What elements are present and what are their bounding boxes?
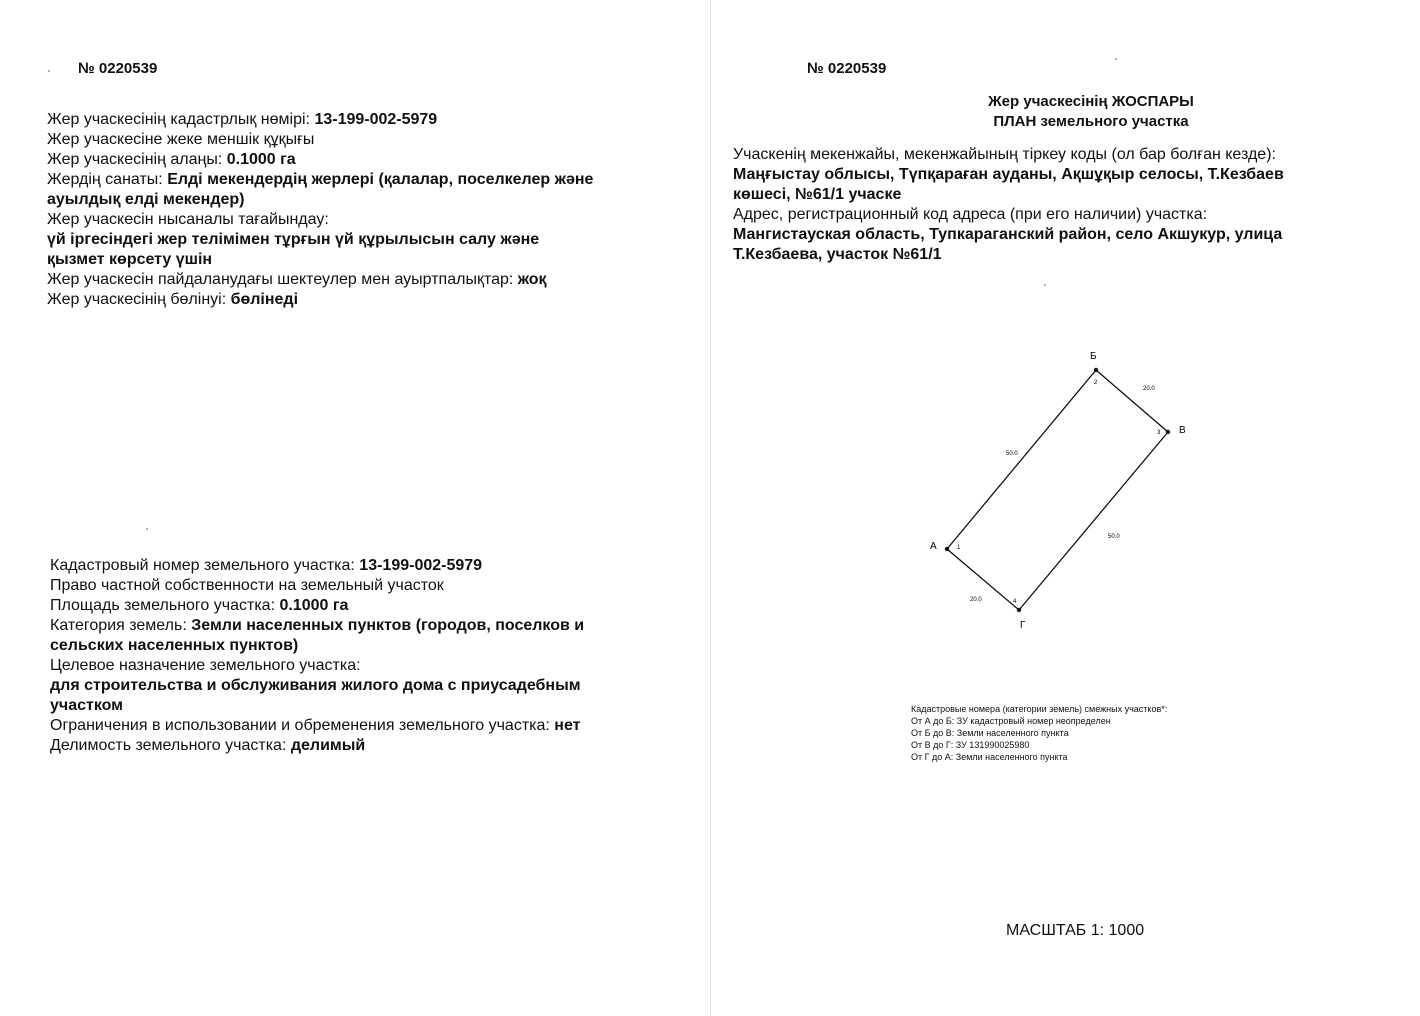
kz-area-value: 0.1000 га	[226, 151, 296, 168]
ru-purpose-value: для строительства и обслуживания жилого дома с приусадебным	[50, 677, 581, 694]
vertex-marker-g	[1017, 608, 1021, 612]
kz-category-value-2: ауылдық елді мекендер)	[47, 191, 245, 208]
ru-restrictions-value: нет	[554, 717, 581, 734]
plan-title-ru: ПЛАН земельного участка	[993, 113, 1189, 130]
kz-purpose-label: Жер учаскесін нысаналы тағайындау:	[47, 211, 329, 228]
ru-restrictions-label: Ограничения в использовании и обременения земельного участка:	[50, 717, 555, 734]
kz-area-label: Жер учаскесінің алаңы:	[47, 151, 227, 168]
scale-label: МАСШТАБ 1: 1000	[1006, 922, 1145, 939]
kz-purpose-value: үй іргесіндегі жер телімімен тұрғын үй құрылысын салу және	[47, 231, 540, 248]
doc-number-left: № 0220539	[78, 60, 158, 77]
kz-cadastral-value: 13-199-002-5979	[314, 111, 438, 128]
ru-divisibility-label: Делимость земельного участка:	[50, 737, 291, 754]
side-length-vg: 50.0	[1108, 534, 1120, 540]
vertex-marker-v	[1166, 430, 1170, 434]
ru-area-label: Площадь земельного участка:	[50, 597, 280, 614]
plan-title-kz: Жер учаскесінің ЖОСПАРЫ	[988, 93, 1194, 110]
kz-ownership-line: Жер учаскесіне жеке меншік құқығы	[47, 131, 315, 148]
ru-category-label: Категория земель:	[50, 617, 192, 634]
vertex-letter-v: В	[1179, 425, 1186, 436]
kz-restrictions-label: Жер учаскесін пайдаланудағы шектеулер мен ауыртпалықтар:	[47, 271, 518, 288]
kz-cadastral-label: Жер учаскесінің кадастрлық нөмірі:	[47, 111, 315, 128]
vertex-num-4: 4	[1013, 599, 1017, 605]
kz-category-value: Елді мекендердің жерлері (қалалар, поселкелер және	[167, 171, 594, 188]
vertex-letter-b: Б	[1090, 351, 1097, 362]
kz-category-label: Жердің санаты:	[47, 171, 168, 188]
ru-cadastral-value: 13-199-002-5979	[359, 557, 483, 574]
kz-divisibility-value: бөлінеді	[230, 291, 299, 308]
side-length-bv: 20.0	[1143, 386, 1155, 392]
ru-category-value-2: сельских населенных пунктов)	[50, 637, 299, 654]
side-length-ga: 20.0	[970, 597, 982, 603]
vertex-marker-a	[945, 547, 949, 551]
ru-area-value: 0.1000 га	[279, 597, 349, 614]
kz-restrictions-value: жоқ	[517, 271, 547, 288]
vertex-letter-g: Г	[1020, 620, 1026, 631]
kz-divisibility-label: Жер учаскесінің бөлінуі:	[47, 291, 231, 308]
doc-number-right: № 0220539	[807, 60, 887, 77]
plot-boundary	[947, 370, 1168, 610]
vertex-num-1: 1	[957, 545, 961, 551]
vertex-num-2: 2	[1094, 380, 1098, 386]
adjacent-title: Кадастровые номера (категории земель) смежных участков*:	[911, 704, 1168, 714]
ru-cadastral-label: Кадастровый номер земельного участка:	[50, 557, 360, 574]
adjacent-item: От Б до В: Земли населенного пункта	[911, 728, 1069, 738]
address-ru-value-2: Т.Кезбаева, участок №61/1	[733, 246, 942, 263]
adjacent-parcels	[911, 703, 1167, 763]
address-kz-value-2: көшесі, №61/1 учаске	[733, 186, 902, 203]
address-ru-label: Адрес, регистрационный код адреса (при его наличии) участка:	[733, 206, 1208, 223]
adjacent-item: От А до Б: ЗУ кадастровый номер неопределен	[911, 716, 1111, 726]
vertex-marker-b	[1094, 368, 1098, 372]
adjacent-item: От В до Г: ЗУ 131990025980	[911, 740, 1030, 750]
ru-purpose-value-2: участком	[50, 697, 124, 714]
adjacent-item: От Г до А: Земли населенного пункта	[911, 752, 1068, 762]
vertex-num-3: 3	[1157, 430, 1161, 436]
vertex-letter-a: А	[930, 541, 937, 552]
address-ru-value-1: Мангистауская область, Тупкараганский район, село Акшукур, улица	[733, 226, 1283, 243]
kz-purpose-value-2: қызмет көрсету үшін	[47, 251, 213, 268]
ru-ownership-line: Право частной собственности на земельный участок	[50, 577, 444, 594]
ru-category-value: Земли населенных пунктов (городов, поселков и	[191, 617, 585, 634]
ru-divisibility-value: делимый	[290, 737, 366, 754]
side-length-ab: 50.0	[1006, 451, 1018, 457]
address-kz-value-1: Маңғыстау облысы, Түпқараған ауданы, Ақшұқыр селосы, Т.Кезбаев	[733, 166, 1284, 183]
address-kz-label: Учаскенің мекенжайы, мекенжайының тіркеу коды (ол бар болған кезде):	[733, 146, 1276, 163]
ru-purpose-label: Целевое назначение земельного участка:	[50, 657, 361, 674]
